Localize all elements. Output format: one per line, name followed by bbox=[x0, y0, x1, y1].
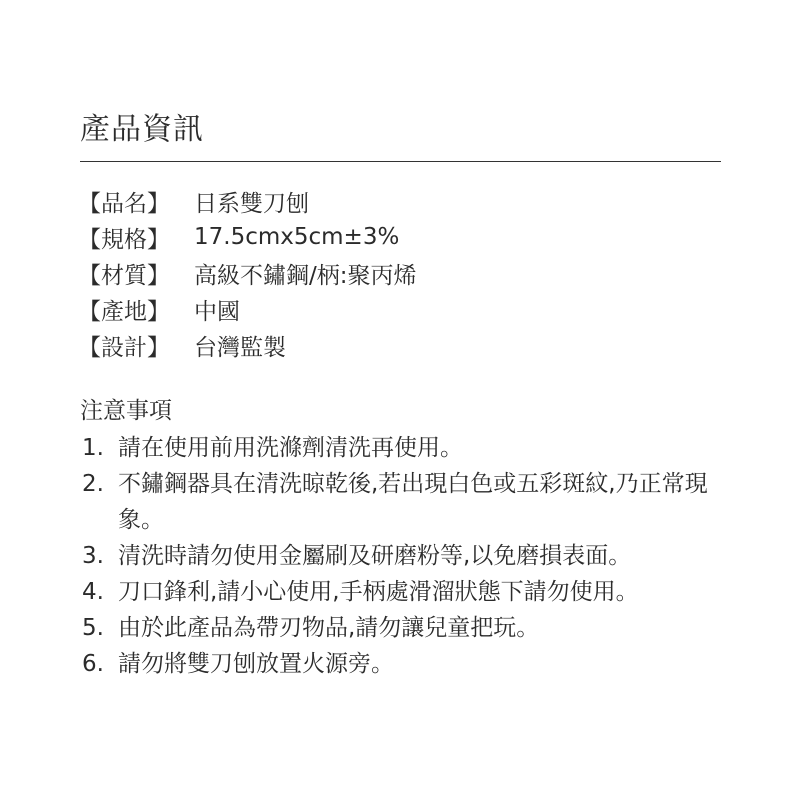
note-text: 請勿將雙刀刨放置火源旁。 bbox=[118, 651, 394, 677]
spec-row-material bbox=[78, 255, 417, 291]
note-number: 6. bbox=[82, 651, 104, 677]
spec-label: 【設計】 bbox=[78, 334, 170, 361]
page-title: 產品資訊 bbox=[80, 112, 204, 147]
spec-label: 【品名】 bbox=[78, 190, 170, 217]
spec-value: 高級不鏽鋼/柄:聚丙烯 bbox=[194, 262, 417, 289]
spec-value: 日系雙刀刨 bbox=[194, 190, 309, 217]
spec-label: 【規格】 bbox=[78, 226, 170, 253]
list-item bbox=[82, 610, 732, 646]
note-number: 3. bbox=[82, 543, 104, 569]
notes-list bbox=[82, 430, 732, 682]
list-item bbox=[82, 466, 732, 538]
note-text: 由於此產品為帶刃物品,請勿讓兒童把玩。 bbox=[118, 615, 540, 641]
spec-row-name bbox=[78, 183, 417, 219]
list-item bbox=[82, 538, 732, 574]
spec-value: 台灣監製 bbox=[194, 334, 286, 361]
spec-row-size bbox=[78, 219, 417, 255]
note-number: 4. bbox=[82, 579, 104, 605]
spec-value: 17.5cmx5cm±3% bbox=[194, 224, 400, 250]
note-text: 清洗時請勿使用金屬刷及研磨粉等,以免磨損表面。 bbox=[118, 543, 632, 569]
note-text: 請在使用前用洗滌劑清洗再使用。 bbox=[118, 435, 463, 461]
list-item bbox=[82, 574, 732, 610]
list-item bbox=[82, 646, 732, 682]
spec-row-design bbox=[78, 327, 417, 363]
note-number: 2. bbox=[82, 471, 104, 497]
spec-value: 中國 bbox=[194, 298, 240, 325]
notes-heading: 注意事項 bbox=[80, 398, 172, 424]
list-item bbox=[82, 430, 732, 466]
note-number: 5. bbox=[82, 615, 104, 641]
note-number: 1. bbox=[82, 435, 104, 461]
note-text: 刀口鋒利,請小心使用,手柄處滑溜狀態下請勿使用。 bbox=[118, 579, 639, 605]
spec-list bbox=[78, 183, 417, 363]
spec-label: 【產地】 bbox=[78, 298, 170, 325]
spec-row-origin bbox=[78, 291, 417, 327]
spec-label: 【材質】 bbox=[78, 262, 170, 289]
title-divider bbox=[80, 161, 721, 162]
note-text: 不鏽鋼器具在清洗晾乾後,若出現白色或五彩斑紋,乃正常現象。 bbox=[118, 471, 708, 533]
